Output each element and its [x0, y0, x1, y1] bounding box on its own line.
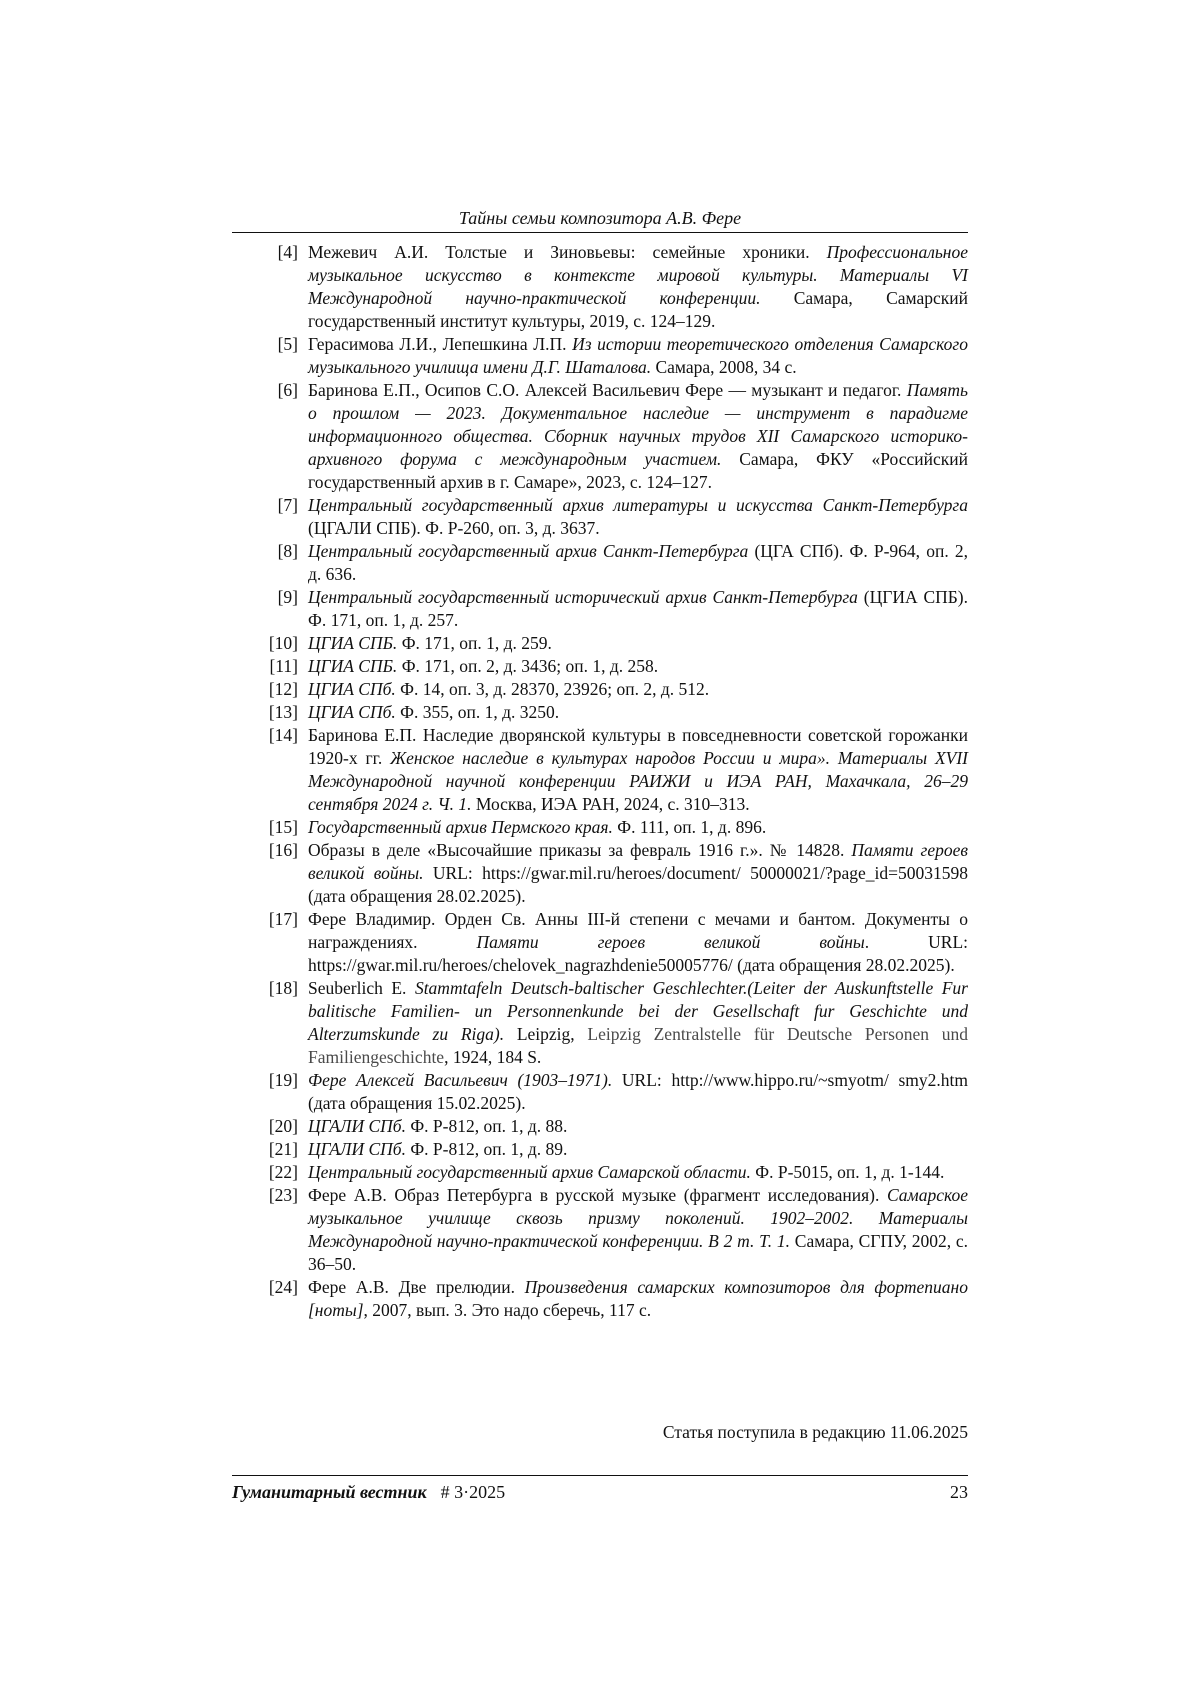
- reference-text: , 1924, 184 S.: [444, 1047, 542, 1067]
- reference-text: Ф. 14, оп. 3, д. 28370, 23926; оп. 2, д. 512.: [395, 679, 710, 699]
- reference-text: Самара, СГПУ, 2002, с. 36–50.: [308, 1231, 968, 1274]
- reference-item: [262, 586, 968, 632]
- reference-item: [262, 678, 968, 701]
- reference-title-italic: Центральный государственный архив Самарской области.: [308, 1162, 751, 1182]
- reference-title-italic: ЦГИА СПб.: [308, 679, 396, 699]
- reference-title-italic: Самарское музыкальное училище сквозь призму поколений. 1902–2002. Материалы Международной научно-практической конференции. В 2 т. Т. 1.: [308, 1185, 968, 1251]
- reference-text: Межевич А.И. Толстые и Зиновьевы: семейные хроники.: [308, 242, 827, 262]
- reference-text: Ф. 355, оп. 1, д. 3250.: [395, 702, 560, 722]
- reference-item: [262, 1184, 968, 1276]
- reference-text: Москва, ИЭА РАН, 2024, с. 310–313.: [471, 794, 750, 814]
- reference-title-italic: ЦГАЛИ СПб.: [308, 1139, 406, 1159]
- reference-number: [11]: [269, 656, 298, 676]
- reference-text: Ф. 171, оп. 2, д. 3436; оп. 1, д. 258.: [397, 656, 659, 676]
- reference-title-italic: ЦГАЛИ СПб.: [308, 1116, 406, 1136]
- reference-number: [24]: [268, 1277, 298, 1297]
- footer-journal-info: [232, 1480, 505, 1504]
- reference-item: [262, 816, 968, 839]
- reference-title-italic: ЦГИА СПБ.: [308, 656, 398, 676]
- reference-text: Фере Владимир. Орден Св. Анны III-й степени с мечами и бантом. Документы о награждениях.: [308, 909, 968, 952]
- reference-item: [262, 494, 968, 540]
- reference-item: [262, 540, 968, 586]
- header-divider: [232, 232, 968, 233]
- reference-item: [262, 333, 968, 379]
- reference-number: [4]: [277, 242, 298, 262]
- reference-text: Ф. Р-812, оп. 1, д. 89.: [405, 1139, 568, 1159]
- reference-item: [262, 241, 968, 333]
- reference-item: [262, 839, 968, 908]
- reference-title-italic: ЦГИА СПб.: [308, 702, 396, 722]
- reference-title-italic: Памяти героев великой войны.: [308, 840, 968, 883]
- reference-item: [262, 701, 968, 724]
- reference-text: Ф. 171, оп. 1, д. 259.: [397, 633, 552, 653]
- reference-title-italic: Центральный государственный архив Санкт-Петербурга: [308, 541, 749, 561]
- reference-title-italic: Женское наследие в культурах народов России и мира». Материалы XVII Международной научной конференции РАИЖИ и ИЭА РАН, Махачкала, 26–29 сентября 2024 г. Ч. 1.: [308, 748, 968, 814]
- reference-text: Ф. Р-5015, оп. 1, д. 1-144.: [750, 1162, 945, 1182]
- reference-title-italic: Памяти героев великой войны: [476, 932, 865, 952]
- reference-text: Ф. Р-812, оп. 1, д. 88.: [405, 1116, 568, 1136]
- reference-number: [6]: [277, 380, 298, 400]
- page-number: 23: [950, 1482, 968, 1502]
- reference-text: Фере А.В. Две прелюдии.: [308, 1277, 525, 1297]
- reference-text: Самара, Самарский государственный институт культуры, 2019, с. 124–129.: [308, 288, 968, 331]
- reference-number: [23]: [268, 1185, 298, 1205]
- reference-item: [262, 724, 968, 816]
- reference-number: [12]: [268, 679, 298, 699]
- reference-text: Фере А.В. Образ Петербурга в русской музыке (фрагмент исследования).: [308, 1185, 887, 1205]
- reference-text: Герасимова Л.И., Лепешкина Л.П.: [308, 334, 573, 354]
- reference-text: . URL: https://gwar.mil.ru/heroes/chelovek_nagrazhdenie50005776/ (дата обращения 28.02.2025).: [308, 932, 968, 975]
- reference-text: (ЦГИА СПБ). Ф. 171, оп. 1, д. 257.: [308, 587, 969, 630]
- reference-text: Leipzig Zentralstelle für Deutsche Personen und Familiengeschichte: [308, 1024, 968, 1067]
- reference-number: [19]: [268, 1070, 298, 1090]
- reference-number: [14]: [268, 725, 298, 745]
- reference-item: [262, 632, 968, 655]
- reference-item: [262, 977, 968, 1069]
- reference-number: [17]: [268, 909, 298, 929]
- reference-number: [7]: [277, 495, 298, 515]
- reference-text: Образы в деле «Высочайшие приказы за февраль 1916 г.». № 14828.: [308, 840, 852, 860]
- reference-text: URL: https://gwar.mil.ru/heroes/document/ 50000021/?page_id=50031598 (дата обращения 28.02.2025).: [308, 863, 968, 906]
- reference-number: [10]: [268, 633, 298, 653]
- reference-text: Seuberlich E.: [308, 978, 415, 998]
- reference-number: [15]: [268, 817, 298, 837]
- journal-title: Гуманитарный вестник: [232, 1482, 427, 1502]
- reference-text: Самара, 2008, 34 с.: [651, 357, 797, 377]
- reference-number: [18]: [268, 978, 298, 998]
- reference-text: Ф. 111, оп. 1, д. 896.: [612, 817, 767, 837]
- reference-item: [262, 1276, 968, 1322]
- reference-title-italic: Произведения самарских композиторов для фортепиано [ноты]: [308, 1277, 968, 1320]
- reference-number: [21]: [268, 1139, 298, 1159]
- reference-title-italic: Stammtafeln Deutsch-baltischer Geschlechter.(Leiter der Auskunftstelle Fur balitische Familien- un Personnenkunde bei der Gesellschaft fur Geschichte und Alterzumskunde zu Riga).: [308, 978, 968, 1044]
- reference-item: [262, 1138, 968, 1161]
- received-note: Статья поступила в редакцию 11.06.2025: [662, 1422, 968, 1442]
- reference-text: (ЦГА СПб). Ф. Р-964, оп. 2, д. 636.: [308, 541, 968, 584]
- reference-item: [262, 655, 968, 678]
- reference-number: [20]: [268, 1116, 298, 1136]
- footer-divider: [232, 1475, 968, 1476]
- reference-title-italic: ЦГИА СПБ.: [308, 633, 398, 653]
- reference-number: [13]: [268, 702, 298, 722]
- reference-title-italic: Центральный государственный архив литературы и искусства Санкт-Петербурга: [308, 495, 968, 515]
- reference-title-italic: Профессиональное музыкальное искусство в контексте мировой культуры. Материалы VI Международной научно-практической конференции.: [308, 242, 968, 308]
- issue-number: # 3·2025: [440, 1482, 506, 1502]
- reference-list: [262, 241, 968, 1322]
- reference-text: Баринова Е.П., Осипов С.О. Алексей Васильевич Фере — музыкант и педагог.: [308, 380, 907, 400]
- reference-item: [262, 379, 968, 494]
- reference-title-italic: Фере Алексей Васильевич (1903–1971).: [308, 1070, 613, 1090]
- reference-number: [16]: [268, 840, 298, 860]
- reference-text: Баринова Е.П. Наследие дворянской культуры в повседневности советской горожанки 1920-х гг.: [308, 725, 968, 768]
- reference-number: [22]: [268, 1162, 298, 1182]
- running-title: Тайны семьи композитора А.В. Фере: [458, 208, 742, 228]
- reference-number: [9]: [277, 587, 298, 607]
- reference-item: [262, 1115, 968, 1138]
- reference-number: [8]: [277, 541, 298, 561]
- reference-item: [262, 1069, 968, 1115]
- reference-text: , 2007, вып. 3. Это надо сберечь, 117 с.: [363, 1300, 652, 1320]
- reference-text: Leipzig,: [504, 1024, 588, 1044]
- reference-title-italic: Центральный государственный исторический архив Санкт-Петербурга: [308, 587, 858, 607]
- reference-number: [5]: [277, 334, 298, 354]
- reference-item: [262, 1161, 968, 1184]
- reference-text: Самара, ФКУ «Российский государственный архив в г. Самаре», 2023, с. 124–127.: [308, 449, 968, 492]
- reference-title-italic: Из истории теоретического отделения Самарского музыкального училища имени Д.Г. Шаталова.: [308, 334, 969, 377]
- reference-title-italic: Государственный архив Пермского края.: [308, 817, 613, 837]
- reference-text: (ЦГАЛИ СПБ). Ф. Р-260, оп. 3, д. 3637.: [308, 518, 600, 538]
- reference-title-italic: Память о прошлом — 2023. Документальное наследие — инструмент в парадигме информационного общества. Сборник научных трудов XII Самарского историко-архивного форума с международным участием.: [308, 380, 968, 469]
- reference-text: URL: http://www.hippo.ru/~smyotm/ smy2.htm (дата обращения 15.02.2025).: [308, 1070, 968, 1113]
- reference-item: [262, 908, 968, 977]
